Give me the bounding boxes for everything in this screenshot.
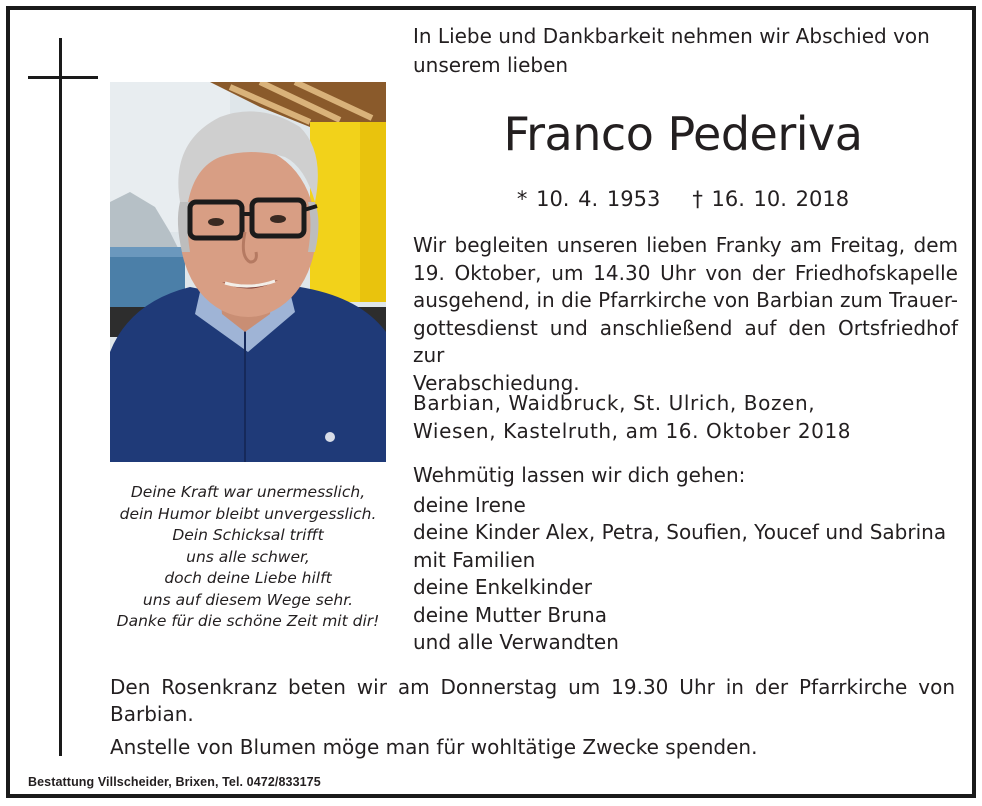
death-date: † 16. 10. 2018 — [692, 187, 850, 211]
mourner-item: deine Kinder Alex, Petra, Soufien, Youcef und Sabrina — [413, 520, 947, 544]
poem-line: Deine Kraft war unermesslich, — [130, 483, 366, 501]
intro-line: In Liebe und Dankbarkeit nehmen wir Abschied von — [413, 24, 930, 48]
flowers-notice: Anstelle von Blumen möge man für wohltätige Zwecke spenden. — [110, 735, 758, 759]
funeral-line: gottesdienst und anschließend auf den Ortsfriedhof zur — [413, 315, 958, 367]
poem-line: Dein Schicksal trifft — [172, 526, 324, 544]
funeral-home-footer: Bestattung Villscheider, Brixen, Tel. 0472/833175 — [28, 775, 321, 789]
deceased-name: Franco Pederiva — [503, 107, 863, 161]
life-dates — [413, 184, 953, 214]
place-date — [413, 390, 958, 445]
rosary-line: Barbian. — [110, 702, 194, 726]
mourner-item: deine Enkelkinder — [413, 575, 592, 599]
funeral-line: Wir begleiten unseren lieben Franky am Freitag, dem — [413, 233, 958, 257]
funeral-line: ausgehend, in die Pfarrkirche von Barbian zum Trauer- — [413, 288, 958, 312]
mourners-lead: Wehmütig lassen wir dich gehen: — [413, 463, 746, 487]
portrait-photo — [110, 82, 386, 462]
mourners-list — [413, 462, 958, 657]
place-line: Barbian, Waidbruck, St. Ulrich, Bozen, — [413, 391, 816, 415]
mourner-item: deine Irene — [413, 492, 526, 517]
memorial-poem — [108, 482, 388, 633]
mourner-item: deine Mutter Bruna — [413, 602, 607, 627]
poem-line: uns alle schwer, — [186, 547, 310, 566]
mourner-item: mit Familien — [413, 547, 536, 572]
intro-line: unserem lieben — [413, 53, 569, 77]
funeral-notice — [413, 232, 958, 397]
rosary-line: Den Rosenkranz beten wir am Donnerstag um 19.30 Uhr in der Pfarrkirche von — [110, 675, 955, 699]
birth-date: * 10. 4. 1953 — [516, 187, 661, 211]
intro-text — [413, 22, 958, 80]
poem-line: Danke für die schöne Zeit mit dir! — [116, 612, 380, 630]
place-line: Wiesen, Kastelruth, am 16. Oktober 2018 — [413, 418, 852, 443]
poem-line: uns auf diesem Wege sehr. — [142, 590, 354, 609]
poem-line: dein Humor bleibt unvergesslich. — [119, 504, 377, 523]
rosary-notice — [110, 674, 955, 728]
funeral-line: 19. Oktober, um 14.30 Uhr von der Friedhofskapelle — [413, 260, 958, 285]
mourner-item: und alle Verwandten — [413, 630, 619, 654]
poem-line: doch deine Liebe hilft — [164, 569, 332, 587]
funeral-line: Verabschiedung. — [413, 370, 580, 395]
